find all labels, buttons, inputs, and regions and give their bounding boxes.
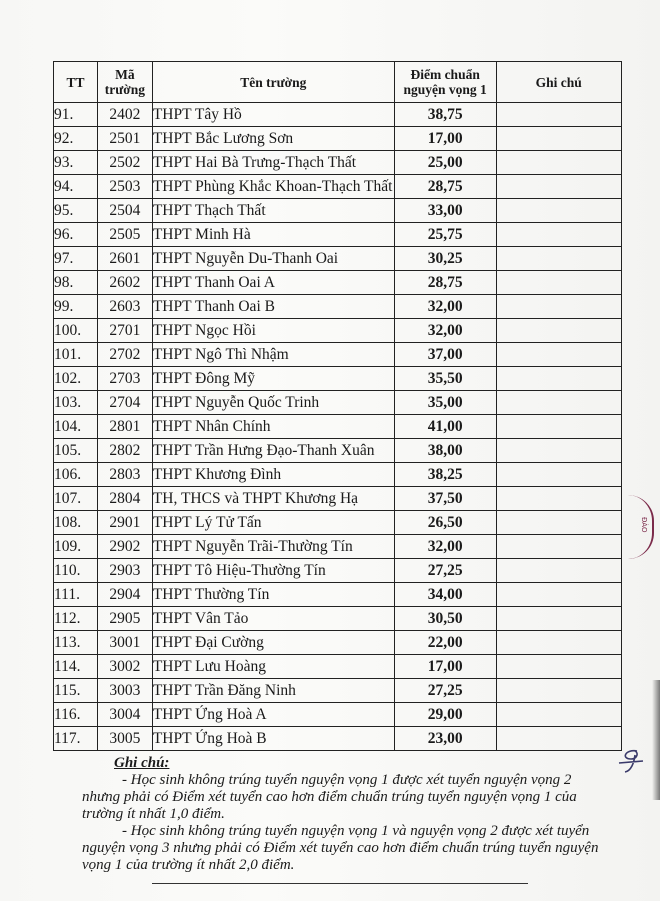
cell-ten-truong: THPT Hai Bà Trưng-Thạch Thất [152,151,394,175]
table-row [54,487,622,511]
cell-ghi-chu [496,391,622,415]
cell-ten-truong: THPT Phùng Khắc Khoan-Thạch Thất [152,175,394,199]
cell-diem-chuan: 26,50 [394,511,496,535]
cell-ma-truong: 2502 [97,151,152,175]
cell-diem-chuan: 23,00 [394,727,496,751]
cell-tt: 97. [54,247,98,271]
cell-tt: 115. [54,679,98,703]
cell-diem-chuan: 30,50 [394,607,496,631]
table-row [54,463,622,487]
cell-diem-chuan: 30,25 [394,247,496,271]
table-row [54,535,622,559]
cell-diem-chuan: 34,00 [394,583,496,607]
table-row [54,655,622,679]
cell-diem-chuan: 17,00 [394,655,496,679]
cell-ten-truong: THPT Nguyễn Du-Thanh Oai [152,247,394,271]
cell-diem-chuan: 29,00 [394,703,496,727]
cell-diem-chuan: 35,00 [394,391,496,415]
cell-ma-truong: 2801 [97,415,152,439]
cell-diem-chuan: 38,75 [394,103,496,127]
cell-ma-truong: 2804 [97,487,152,511]
cell-ghi-chu [496,319,622,343]
table-row [54,103,622,127]
cell-ten-truong: THPT Khương Đình [152,463,394,487]
cell-ma-truong: 2905 [97,607,152,631]
cell-ten-truong: THPT Trần Hưng Đạo-Thanh Xuân [152,439,394,463]
cell-ma-truong: 2701 [97,319,152,343]
table-row [54,439,622,463]
cell-ten-truong: THPT Vân Tảo [152,607,394,631]
cell-ten-truong: THPT Nguyễn Quốc Trinh [152,391,394,415]
divider-line [152,883,528,884]
cell-tt: 109. [54,535,98,559]
cell-tt: 106. [54,463,98,487]
table-row [54,391,622,415]
cell-ten-truong: THPT Nguyễn Trãi-Thường Tín [152,535,394,559]
cell-diem-chuan: 28,75 [394,271,496,295]
cell-diem-chuan: 33,00 [394,199,496,223]
cell-ghi-chu [496,223,622,247]
cell-ghi-chu [496,559,622,583]
cell-ten-truong: THPT Thanh Oai A [152,271,394,295]
cell-ghi-chu [496,511,622,535]
cell-diem-chuan: 37,50 [394,487,496,511]
cell-ghi-chu [496,127,622,151]
cell-tt: 99. [54,295,98,319]
cell-ten-truong: THPT Tây Hồ [152,103,394,127]
cell-ma-truong: 2603 [97,295,152,319]
table-row [54,295,622,319]
cell-ma-truong: 3004 [97,703,152,727]
cell-ten-truong: THPT Thạch Thất [152,199,394,223]
cell-ten-truong: THPT Ngô Thì Nhậm [152,343,394,367]
cell-diem-chuan: 32,00 [394,319,496,343]
cell-ghi-chu [496,535,622,559]
table-row [54,631,622,655]
cell-diem-chuan: 25,00 [394,151,496,175]
cell-ten-truong: THPT Ứng Hoà B [152,727,394,751]
cell-ghi-chu [496,151,622,175]
cell-ghi-chu [496,343,622,367]
cell-ghi-chu [496,103,622,127]
cell-diem-chuan: 28,75 [394,175,496,199]
cell-tt: 95. [54,199,98,223]
cell-ten-truong: THPT Đại Cường [152,631,394,655]
cell-tt: 103. [54,391,98,415]
cell-ten-truong: THPT Minh Hà [152,223,394,247]
header-tt: TT [54,62,98,103]
seal-stamp-edge [628,495,654,559]
table-row [54,703,622,727]
table-row [54,559,622,583]
table-row [54,367,622,391]
cell-ten-truong: THPT Lý Tử Tấn [152,511,394,535]
cell-ghi-chu [496,415,622,439]
table-row [54,247,622,271]
cell-ma-truong: 2601 [97,247,152,271]
cell-ma-truong: 2802 [97,439,152,463]
table-row [54,199,622,223]
header-diem-chuan: Điểm chuẩn nguyện vọng 1 [394,62,496,103]
table-row [54,727,622,751]
cell-ma-truong: 2901 [97,511,152,535]
table-row [54,343,622,367]
cell-tt: 92. [54,127,98,151]
cell-diem-chuan: 32,00 [394,295,496,319]
table-header-row [54,62,622,103]
cell-ghi-chu [496,727,622,751]
cell-ghi-chu [496,295,622,319]
cell-diem-chuan: 27,25 [394,559,496,583]
cell-diem-chuan: 37,00 [394,343,496,367]
cell-ma-truong: 2902 [97,535,152,559]
cell-ten-truong: THPT Thanh Oai B [152,295,394,319]
cell-tt: 116. [54,703,98,727]
cell-ma-truong: 2803 [97,463,152,487]
cell-ten-truong: THPT Thường Tín [152,583,394,607]
header-ma-truong: Mã trường [97,62,152,103]
cell-tt: 102. [54,367,98,391]
cell-ma-truong: 2504 [97,199,152,223]
table-row [54,319,622,343]
cell-ten-truong: THPT Ngọc Hồi [152,319,394,343]
cell-diem-chuan: 17,00 [394,127,496,151]
cell-diem-chuan: 32,00 [394,535,496,559]
stamp-text: ĐÀO [640,517,648,533]
cell-ten-truong: THPT Lưu Hoàng [152,655,394,679]
cell-tt: 101. [54,343,98,367]
table-row [54,175,622,199]
cell-tt: 91. [54,103,98,127]
cell-tt: 104. [54,415,98,439]
cell-diem-chuan: 22,00 [394,631,496,655]
cell-ten-truong: THPT Tô Hiệu-Thường Tín [152,559,394,583]
cell-tt: 94. [54,175,98,199]
cell-ghi-chu [496,703,622,727]
header-ten-truong: Tên trường [152,62,394,103]
cell-ghi-chu [496,271,622,295]
cell-tt: 93. [54,151,98,175]
table-row [54,583,622,607]
admission-scores-table [53,61,622,751]
cell-ten-truong: THPT Nhân Chính [152,415,394,439]
cell-ghi-chu [496,463,622,487]
table-row [54,127,622,151]
note-item-2: - Học sinh không trúng tuyển nguyện vọng 1 và nguyện vọng 2 được xét tuyển nguyện vọng 3 nhưng phải có Điểm xét tuyển cao hơn điểm chuẩn trúng tuyển nguyện vọng 1 của trường ít nhất 2,0 điểm. [82,823,599,873]
header-ghi-chu: Ghi chú [496,62,622,103]
cell-ma-truong: 2602 [97,271,152,295]
cell-ma-truong: 2903 [97,559,152,583]
cell-tt: 107. [54,487,98,511]
cell-diem-chuan: 25,75 [394,223,496,247]
cell-ma-truong: 3002 [97,655,152,679]
cell-tt: 108. [54,511,98,535]
table-row [54,151,622,175]
cell-ma-truong: 2704 [97,391,152,415]
cell-ma-truong: 2503 [97,175,152,199]
table-row [54,271,622,295]
cell-ghi-chu [496,175,622,199]
cell-ghi-chu [496,247,622,271]
cell-ten-truong: THPT Đông Mỹ [152,367,394,391]
cell-diem-chuan: 38,00 [394,439,496,463]
cell-ma-truong: 2703 [97,367,152,391]
handwritten-initial-icon [615,745,645,775]
cell-tt: 113. [54,631,98,655]
cell-ma-truong: 3003 [97,679,152,703]
table-row [54,223,622,247]
cell-ghi-chu [496,631,622,655]
notes-section [82,755,602,874]
cell-diem-chuan: 38,25 [394,463,496,487]
cell-diem-chuan: 35,50 [394,367,496,391]
cell-tt: 105. [54,439,98,463]
cell-ma-truong: 2904 [97,583,152,607]
table-row [54,679,622,703]
cell-ghi-chu [496,487,622,511]
cell-tt: 111. [54,583,98,607]
page-edge-shadow [652,680,660,800]
cell-ghi-chu [496,199,622,223]
cell-diem-chuan: 27,25 [394,679,496,703]
cell-ten-truong: TH, THCS và THPT Khương Hạ [152,487,394,511]
cell-tt: 96. [54,223,98,247]
table-row [54,607,622,631]
cell-ten-truong: THPT Ứng Hoà A [152,703,394,727]
cell-ma-truong: 3005 [97,727,152,751]
cell-ma-truong: 2501 [97,127,152,151]
cell-ma-truong: 2505 [97,223,152,247]
cell-ghi-chu [496,367,622,391]
table-row [54,511,622,535]
cell-ten-truong: THPT Trần Đăng Ninh [152,679,394,703]
cell-ma-truong: 3001 [97,631,152,655]
cell-ghi-chu [496,439,622,463]
cell-ghi-chu [496,679,622,703]
cell-tt: 112. [54,607,98,631]
cell-diem-chuan: 41,00 [394,415,496,439]
cell-ten-truong: THPT Bắc Lương Sơn [152,127,394,151]
cell-tt: 117. [54,727,98,751]
cell-tt: 110. [54,559,98,583]
cell-ghi-chu [496,607,622,631]
note-item-1: - Học sinh không trúng tuyển nguyện vọng 1 được xét tuyển nguyện vọng 2 nhưng phải có Điểm xét tuyển cao hơn điểm chuẩn trúng tuyển nguyện vọng 1 của trường ít nhất 1,0 điểm. [82,772,577,822]
cell-ghi-chu [496,583,622,607]
cell-tt: 98. [54,271,98,295]
notes-title: Ghi chú: [114,755,170,771]
cell-ma-truong: 2402 [97,103,152,127]
table-row [54,415,622,439]
cell-tt: 114. [54,655,98,679]
cell-ma-truong: 2702 [97,343,152,367]
cell-ghi-chu [496,655,622,679]
cell-tt: 100. [54,319,98,343]
